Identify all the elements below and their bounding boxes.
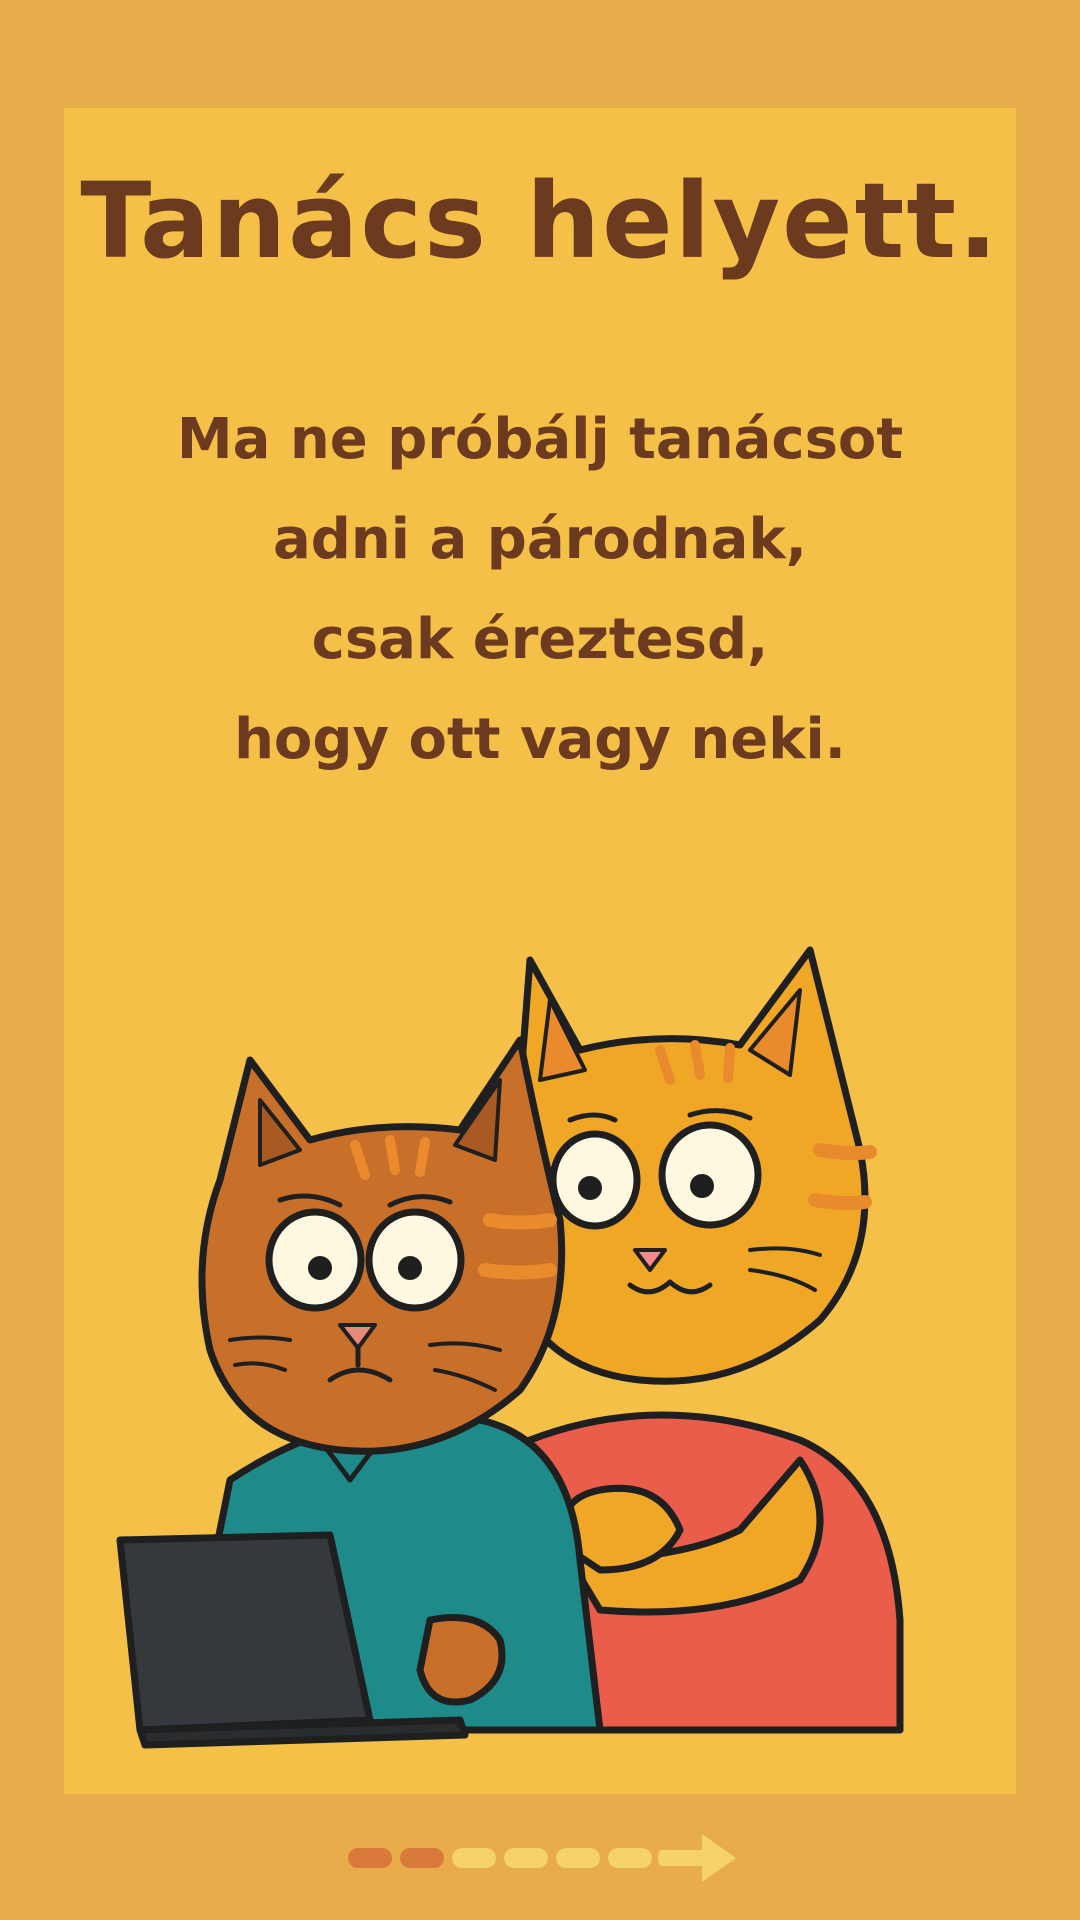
progress-segment: [348, 1848, 392, 1868]
progress-indicator: [348, 1830, 748, 1886]
progress-segment: [452, 1848, 496, 1868]
progress-segment: [504, 1848, 548, 1868]
progress-segment: [556, 1848, 600, 1868]
message-line: Ma ne próbálj tanácsot: [176, 407, 904, 472]
progress-segment: [400, 1848, 444, 1868]
progress-segment: [608, 1848, 652, 1868]
page-title: Tanács helyett.: [80, 160, 1000, 282]
cats-illustration: [100, 920, 940, 1760]
message-text: [0, 390, 1080, 790]
arrow-right-icon[interactable]: [656, 1830, 740, 1886]
message-line: hogy ott vagy neki.: [234, 707, 846, 772]
message-line: csak éreztesd,: [311, 607, 769, 672]
message-line: adni a párodnak,: [273, 507, 807, 572]
